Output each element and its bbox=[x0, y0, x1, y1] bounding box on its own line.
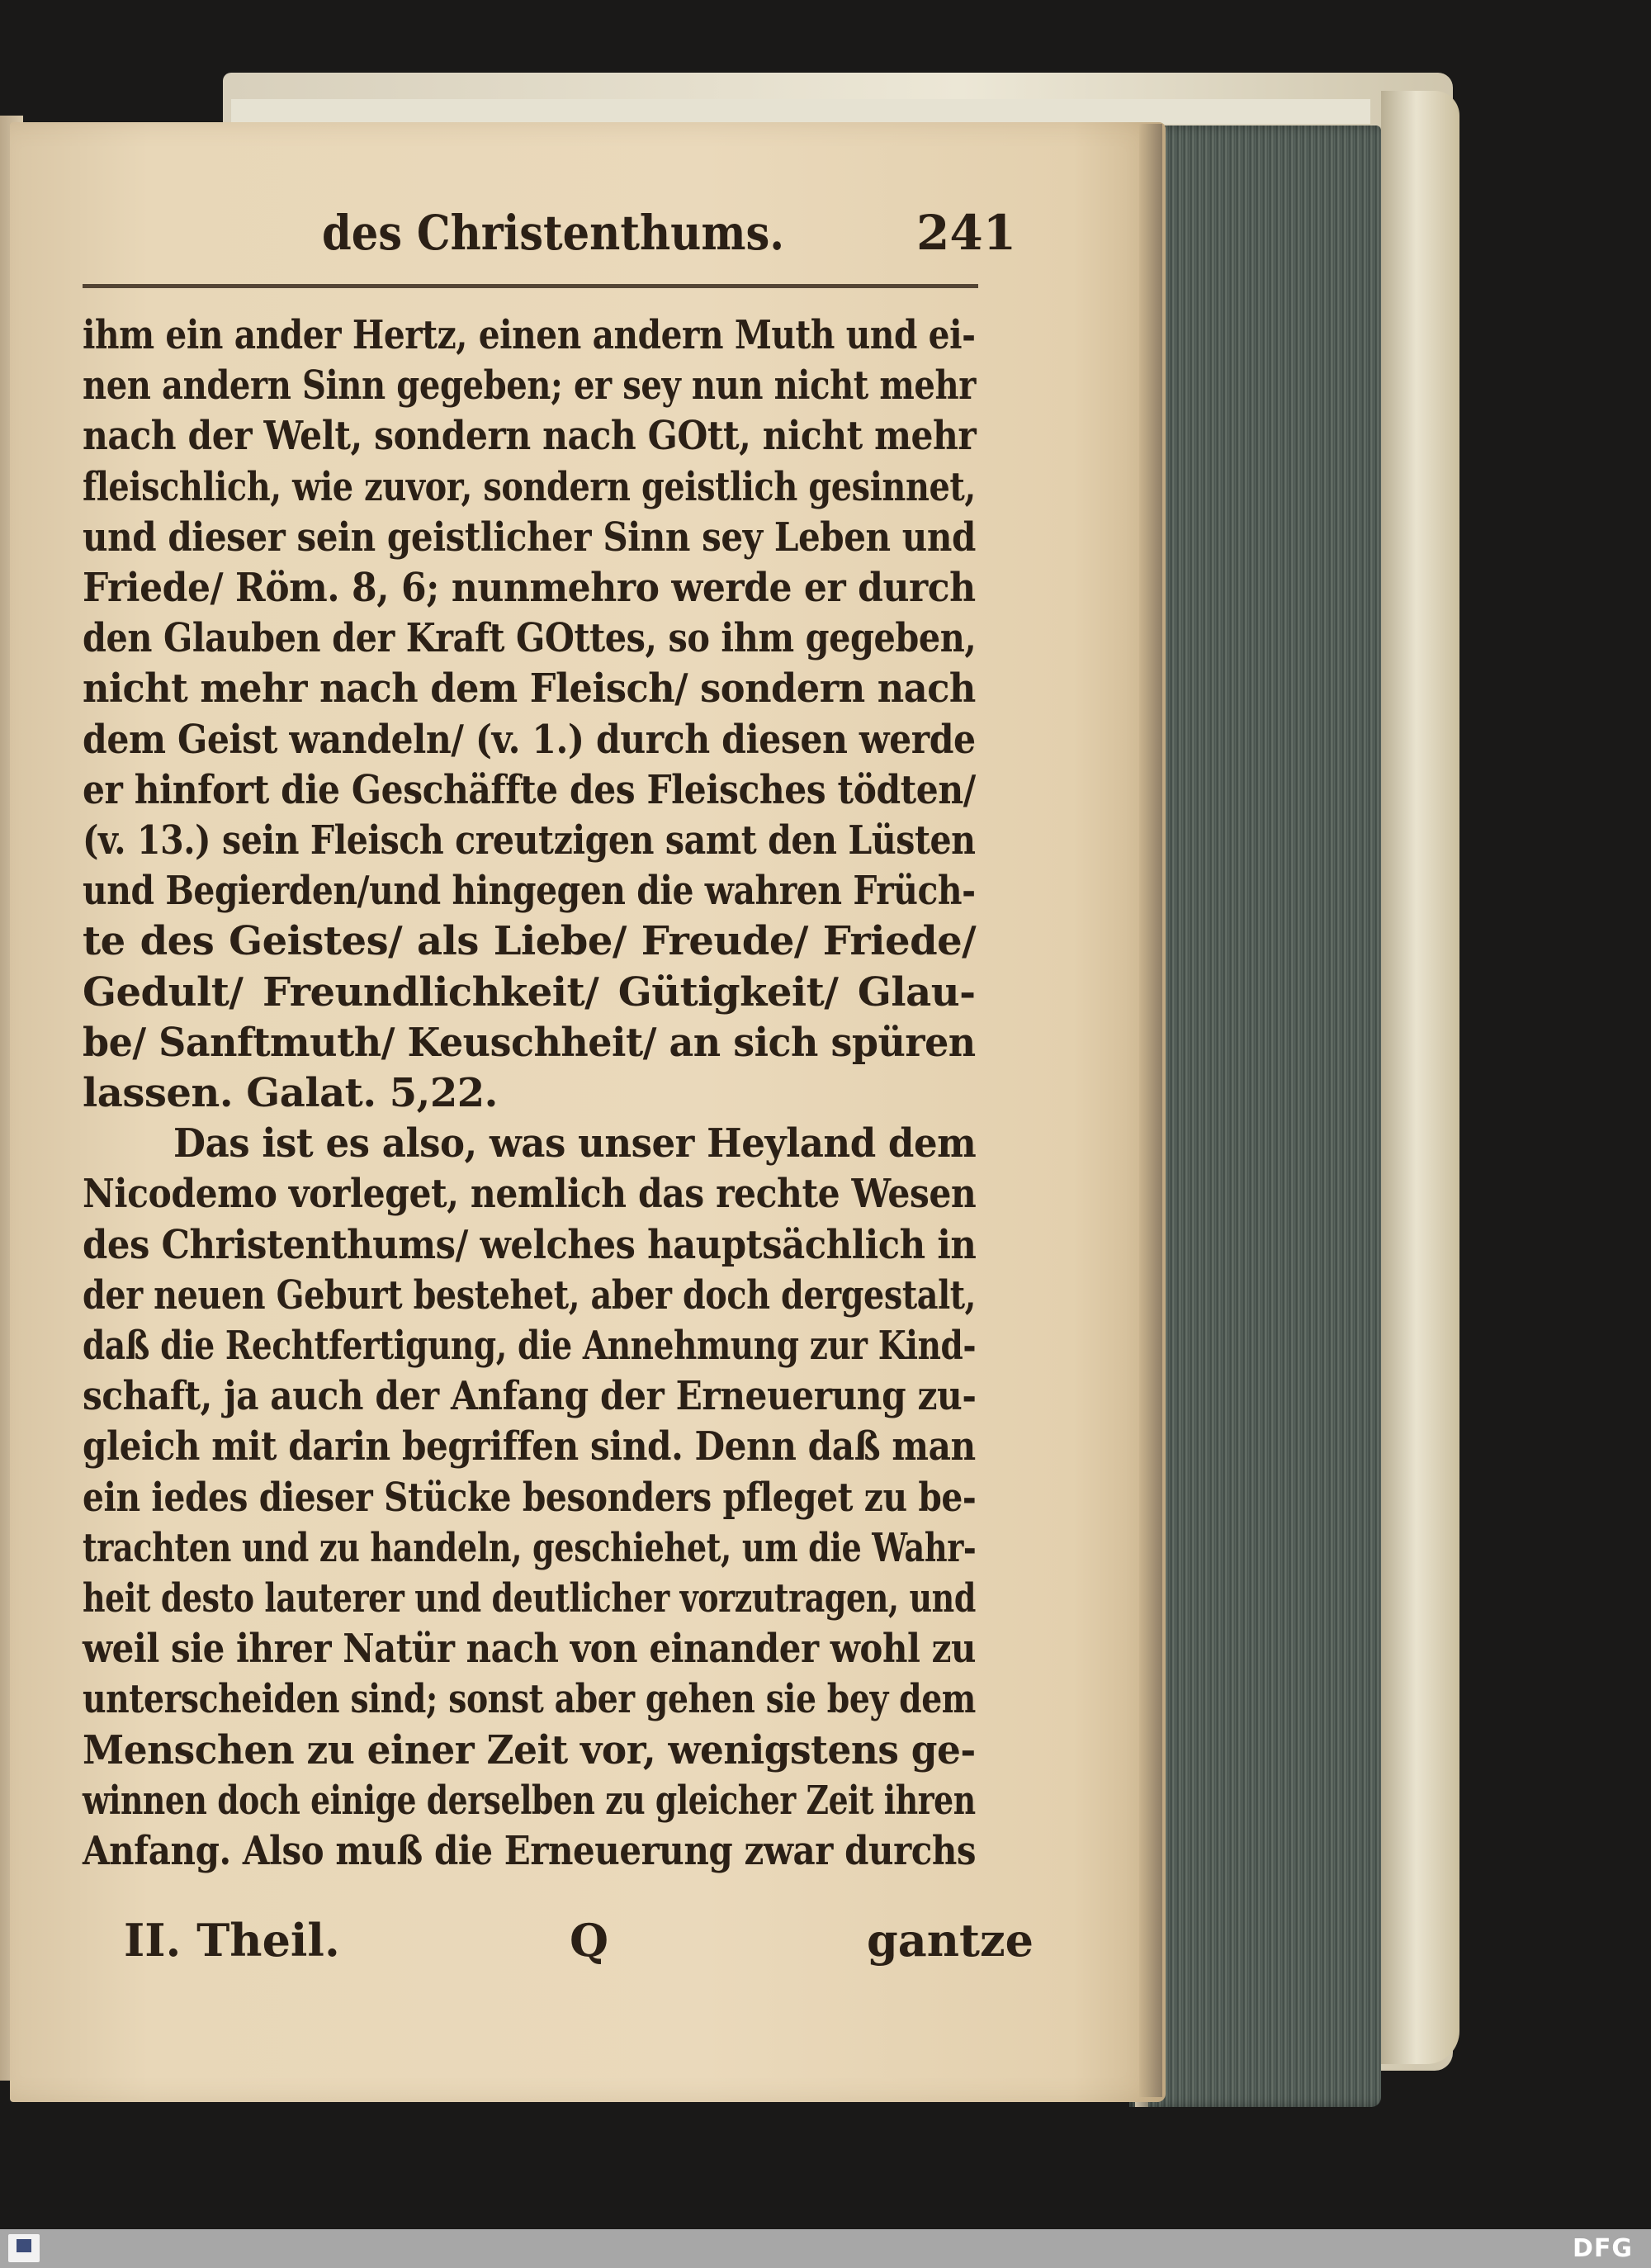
text-line: Friede/ Röm. 8, 6; nunmehro werde er durch bbox=[83, 565, 976, 611]
text-line: den Glauben der Kraft GOttes, so ihm gegeben, bbox=[83, 615, 977, 662]
text-line: (v. 13.) sein Fleisch creutzigen samt den Lüsten bbox=[83, 817, 976, 864]
text-line: nen andern Sinn gegeben; er sey nun nicht mehr bbox=[83, 362, 976, 410]
text-line: Menschen zu einer Zeit vor, wenigstens ge- bbox=[83, 1726, 976, 1773]
text-line: gleich mit darin begriffen sind. Denn daß man bbox=[83, 1423, 976, 1470]
text-line: ihm ein ander Hertz, einen andern Muth und ei- bbox=[83, 312, 976, 358]
text-line: be/ Sanftmuth/ Keuschheit/ an sich spüren bbox=[83, 1019, 976, 1066]
text-line: nach der Welt, sondern nach GOtt, nicht mehr bbox=[83, 413, 977, 460]
text-line: te des Geistes/ als Liebe/ Freude/ Friede/ bbox=[83, 918, 977, 965]
text-line: des Christenthums/ welches hauptsächlich in bbox=[83, 1221, 977, 1268]
text-line: ein iedes dieser Stücke besonders pfleget zu be- bbox=[83, 1474, 977, 1521]
text-line: Anfang. Also muß die Erneuerung zwar durchs bbox=[83, 1828, 977, 1874]
text-line: und dieser sein geistlicher Sinn sey Leben und bbox=[83, 514, 976, 561]
text-line: Das ist es also, was unser Heyland dem bbox=[173, 1120, 977, 1167]
running-head: des Christenthums. bbox=[322, 205, 785, 261]
library-logo-icon[interactable] bbox=[8, 2234, 40, 2262]
sheet-mark: Q bbox=[570, 1914, 609, 1967]
text-line: fleischlich, wie zuvor, sondern geistlich gesinnet, bbox=[83, 463, 976, 510]
text-line: Gedult/ Freundlichkeit/ Gütigkeit/ Glau- bbox=[83, 968, 976, 1016]
text-line: er hinfort die Geschäffte des Fleisches tödten/ bbox=[83, 766, 976, 813]
header-rule bbox=[83, 284, 978, 288]
text-line: dem Geist wandeln/ (v. 1.) durch diesen werde bbox=[83, 716, 976, 763]
page-number: 241 bbox=[916, 205, 1017, 261]
text-line: unterscheiden sind; sonst aber gehen sie bey dem bbox=[83, 1676, 976, 1723]
text-line: schaft, ja auch der Anfang der Erneuerung zu- bbox=[83, 1373, 977, 1420]
text-line: heit desto lauterer und deutlicher vorzutragen, und bbox=[83, 1575, 976, 1622]
dfg-mark: DFG bbox=[1572, 2234, 1633, 2263]
text-line: lassen. Galat. 5,22. bbox=[83, 1070, 498, 1116]
text-line: nicht mehr nach dem Fleisch/ sondern nach bbox=[83, 665, 976, 713]
text-line: daß die Rechtfertigung, die Annehmung zur Kind- bbox=[83, 1323, 977, 1369]
signature-mark: II. Theil. bbox=[124, 1914, 340, 1967]
text-line: winnen doch einige derselben zu gleicher Zeit ihren bbox=[83, 1777, 976, 1824]
text-line: weil sie ihrer Natür nach von einander wohl zu bbox=[83, 1626, 977, 1673]
text-line: Nicodemo vorleget, nemlich das rechte Wesen bbox=[83, 1171, 977, 1218]
text-line: der neuen Geburt bestehet, aber doch dergestalt, bbox=[83, 1271, 977, 1319]
text-line: und Begierden/und hingegen die wahren Früch- bbox=[83, 868, 976, 915]
catchword: gantze bbox=[867, 1914, 1034, 1967]
text-line: trachten und zu handeln, geschiehet, um die Wahr- bbox=[83, 1524, 977, 1571]
viewer-bottom-bar bbox=[0, 2229, 1651, 2268]
